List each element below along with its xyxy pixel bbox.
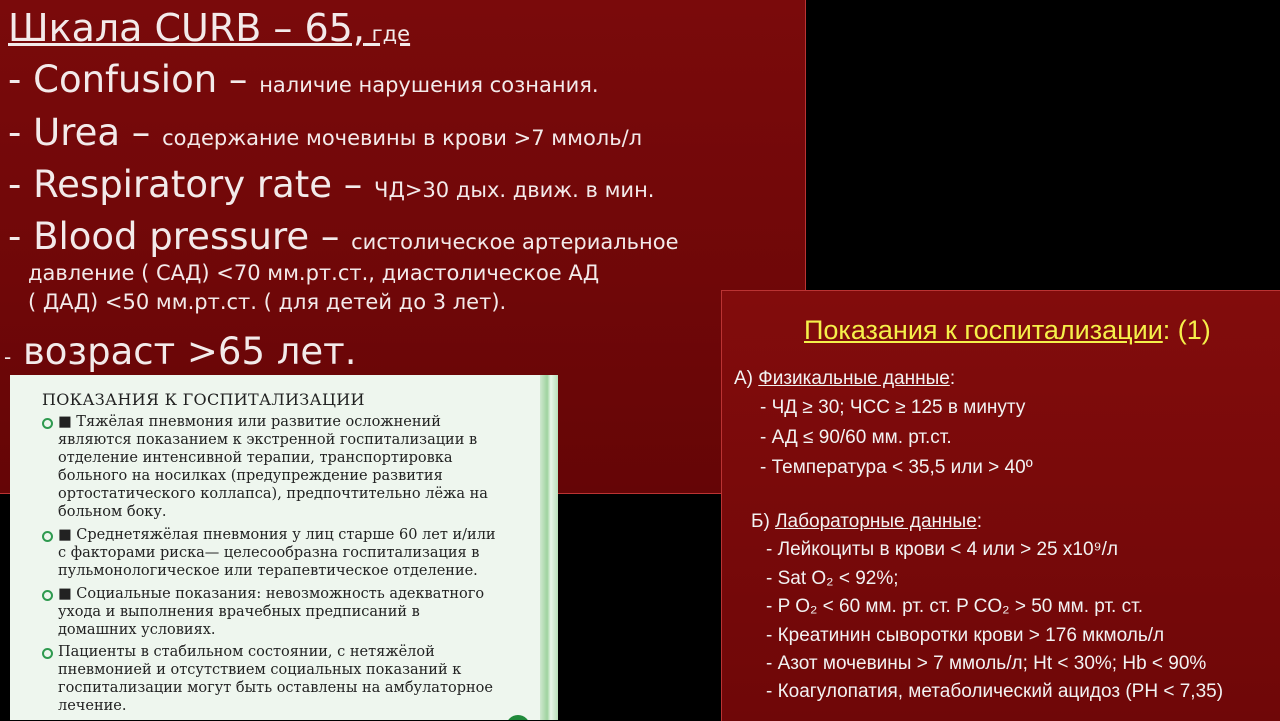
- curb65-age-text: возраст >65 лет.: [11, 330, 357, 373]
- curb65-item-urea: [8, 111, 642, 154]
- excerpt-line: ■ Среднетяжёлая пневмония у лиц старше 60 лет и/или: [58, 527, 496, 543]
- section-a-label: Физикальные данные: [758, 368, 950, 389]
- section-a-item: - ЧД ≥ 30; ЧСС ≥ 125 в минуту: [760, 397, 1026, 418]
- curb65-bp-cont-1: давление ( САД) <70 мм.рт.ст., диастолическое АД: [28, 261, 600, 285]
- excerpt-line: лечение.: [58, 698, 127, 714]
- bullet-circle-icon: [42, 648, 53, 659]
- hospitalization-title-text: Показания к госпитализации: [804, 315, 1163, 345]
- hospitalization-title-suffix: : (1): [1162, 315, 1211, 345]
- excerpt-line: Пациенты в стабильном состоянии, с нетяжёлой: [58, 644, 435, 660]
- section-b-colon: :: [976, 511, 983, 532]
- excerpt-line: госпитализации могут быть оставлены на амбулаторное: [58, 680, 493, 696]
- section-a-item: - Температура < 35,5 или > 40º: [760, 457, 1033, 478]
- excerpt-line: являются показанием к экстренной госпитализации в: [58, 432, 478, 448]
- bullet-circle-icon: [42, 531, 53, 542]
- excerpt-line: пневмонией и отсутствием социальных показаний к: [58, 662, 462, 678]
- excerpt-item-outpatient: [58, 643, 530, 715]
- excerpt-line: с факторами риска— целесообразна госпитализация в: [58, 545, 480, 561]
- textbook-excerpt: [10, 375, 558, 720]
- curb65-item-blood-pressure: [8, 215, 679, 258]
- bullet-circle-icon: [42, 418, 53, 429]
- curb65-term: - Blood pressure –: [8, 215, 352, 258]
- hospitalization-slide: [721, 290, 1280, 721]
- excerpt-item-severe: [58, 413, 530, 521]
- section-b-item: - Sat O₂ < 92%;: [766, 568, 899, 589]
- excerpt-line: ■ Тяжёлая пневмония или развитие осложнений: [58, 414, 441, 430]
- curb65-title-suffix: где: [364, 22, 411, 46]
- curb65-item-respiratory: [8, 163, 654, 206]
- curb65-item-age: [4, 330, 357, 373]
- excerpt-line: больном боку.: [58, 504, 167, 520]
- excerpt-line: ■ Социальные показания: невозможность адекватного: [58, 586, 485, 602]
- bullet-circle-icon: [42, 590, 53, 601]
- excerpt-line: отделение интенсивной терапии, транспортировка: [58, 450, 453, 466]
- excerpt-line: ухода и выполнения врачебных предписаний в: [58, 604, 420, 620]
- excerpt-title: ПОКАЗАНИЯ К ГОСПИТАЛИЗАЦИИ: [42, 390, 365, 409]
- curb65-item-confusion: [8, 58, 599, 101]
- curb65-desc: систолическое артериальное: [351, 230, 679, 254]
- curb65-desc: наличие нарушения сознания.: [259, 73, 599, 97]
- page-edge-decoration: [540, 375, 558, 720]
- curb65-desc: содержание мочевины в крови >7 ммоль/л: [162, 126, 643, 150]
- excerpt-item-moderate: [58, 526, 530, 580]
- curb65-bp-cont-2: ( ДАД) <50 мм.рт.ст. ( для детей до 3 лет).: [28, 290, 507, 314]
- curb65-title-main: Шкала CURB – 65,: [8, 6, 365, 50]
- section-a-item: - АД ≤ 90/60 мм. рт.ст.: [760, 427, 952, 448]
- curb65-title: [8, 6, 410, 50]
- curb65-term: - Confusion –: [8, 58, 260, 101]
- curb65-term: - Urea –: [8, 111, 163, 154]
- section-a-colon: :: [949, 368, 956, 389]
- section-b-item: - Креатинин сыворотки крови > 176 мкмоль/л: [766, 625, 1165, 646]
- excerpt-line: больного на носилках (предупреждение развития: [58, 468, 443, 484]
- hospitalization-title: [804, 315, 1211, 346]
- section-b-item: - Лейкоциты в крови < 4 или > 25 х10⁹/л: [766, 539, 1119, 560]
- excerpt-item-social: [58, 585, 530, 639]
- section-b-prefix: Б): [751, 511, 776, 532]
- green-circle-icon: [506, 715, 530, 720]
- excerpt-line: ортостатического коллапса), предпочтительно лёжа на: [58, 486, 488, 502]
- section-b-item: - Коагулопатия, метаболический ацидоз (РН < 7,35): [766, 681, 1224, 702]
- section-b-label: Лабораторные данные: [775, 511, 977, 532]
- excerpt-line: домашних условиях.: [58, 622, 216, 638]
- section-a-header: [734, 368, 955, 390]
- section-b-item: - P O₂ < 60 мм. рт. ст. P CO₂ > 50 мм. рт. ст.: [766, 596, 1143, 617]
- curb65-term: - Respiratory rate –: [8, 163, 375, 206]
- section-b-header: [751, 511, 982, 533]
- section-a-prefix: А): [734, 368, 759, 389]
- curb65-age-dash: -: [4, 345, 12, 369]
- curb65-desc: ЧД>30 дых. движ. в мин.: [374, 178, 655, 202]
- section-b-item: - Азот мочевины > 7 ммоль/л; Ht < 30%; Hb < 90%: [766, 653, 1207, 674]
- excerpt-line: пульмонологическое или терапевтическое отделение.: [58, 563, 478, 579]
